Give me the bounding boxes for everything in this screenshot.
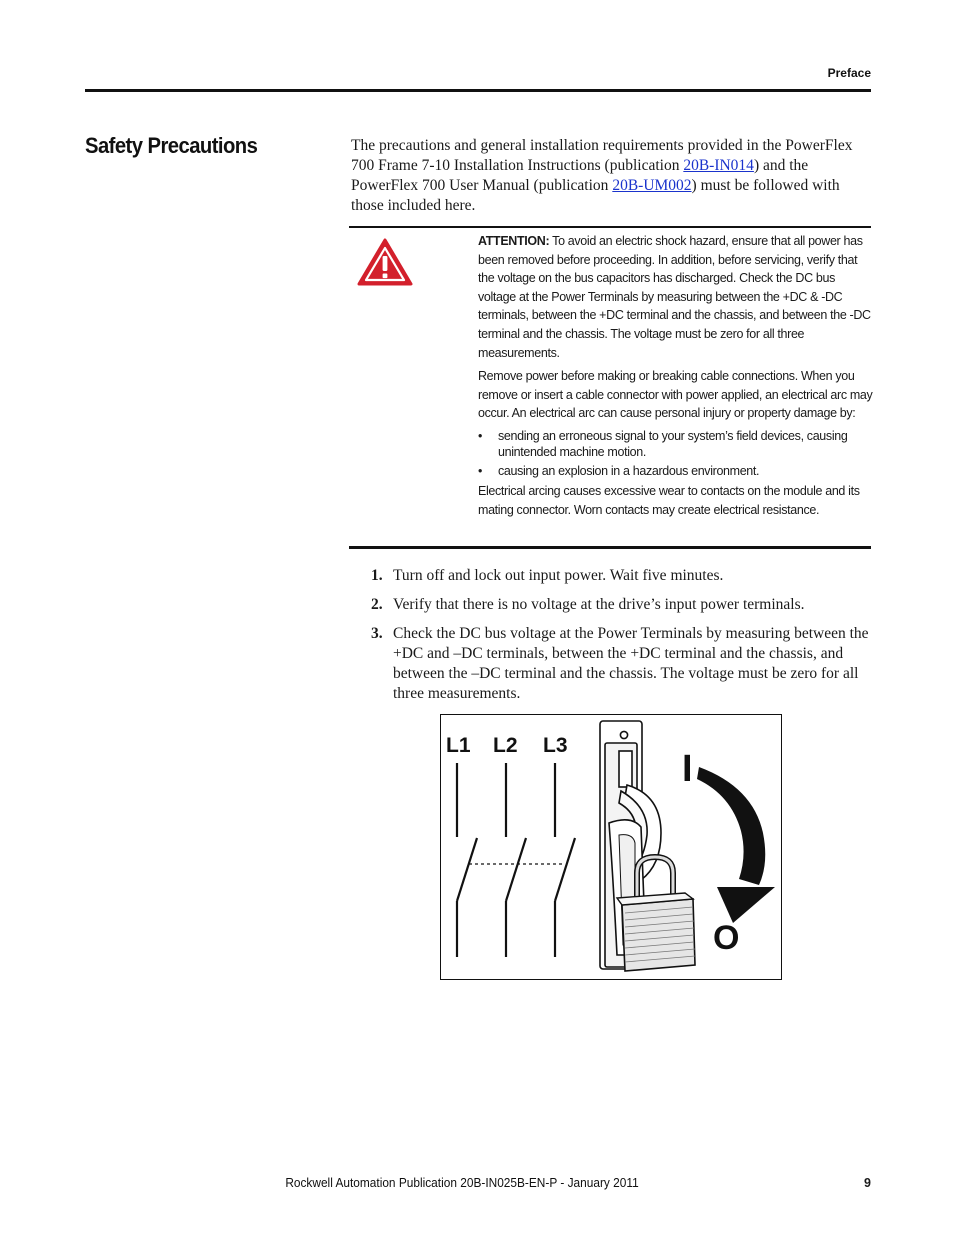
bullet-glyph: •	[478, 463, 483, 478]
intro-text-3: ) must be followed with those included here.	[351, 177, 840, 214]
step-number: 1.	[371, 567, 383, 584]
attention-label: ATTENTION:	[478, 234, 550, 248]
step-number: 3.	[371, 625, 383, 642]
list-item	[351, 624, 873, 704]
attention-para-2: Remove power before making or breaking cable connections. When you remove or insert a cable connector with power applied, an electrical arc may occur. An electrical arc can cause personal injury or property damage by:	[478, 369, 873, 421]
bullet-glyph: •	[478, 428, 483, 443]
attention-para-1: ATTENTION: To avoid an electric shock hazard, ensure that all power has been removed before proceeding. In addition, before servicing, verify that the voltage on the bus capacitors has discharged. Check the DC bus voltage at the Power Terminals by measuring between the +DC & -DC terminals, between the +DC terminal and the chassis, and between the -DC terminal and the chassis. The voltage must be zero for all three measurements.	[478, 234, 871, 360]
attention-text	[478, 232, 873, 524]
intro-text-1: The precautions and general installation requirements provided in the PowerFlex 700 Frame 7-10 Installation Instructions (publication	[351, 137, 853, 174]
attention-para-3: Electrical arcing causes excessive wear to contacts on the module and its mating connector. Worn contacts may create electrical resistance.	[478, 483, 860, 517]
disconnect-switch-icon	[441, 715, 783, 981]
intro-text-2: ) and the PowerFlex 700 User Manual (publication	[351, 157, 809, 194]
list-item: • sending an erroneous signal to your system’s field devices, causing unintended machine motion.	[478, 428, 848, 459]
label-l1: L1	[446, 734, 471, 757]
attention-box	[349, 226, 871, 549]
step-text: Turn off and lock out input power. Wait five minutes.	[393, 567, 724, 584]
rotate-arrow-icon	[697, 767, 775, 923]
procedure-steps	[351, 566, 873, 713]
warning-triangle-icon	[357, 237, 413, 287]
header-rule	[85, 89, 871, 92]
section-title: Safety Precautions	[85, 133, 258, 158]
attention-bullet-list	[478, 428, 873, 479]
step-text: Check the DC bus voltage at the Power Terminals by measuring between the +DC and –DC terminals, between the +DC terminal and the chassis, and between the –DC terminal and the chassis. The voltage must be zero for all three measurements.	[393, 625, 869, 702]
list-item: • causing an explosion in a hazardous environment.	[478, 463, 760, 478]
link-20b-in014[interactable]: 20B-IN014	[683, 157, 754, 174]
label-l3: L3	[543, 734, 568, 757]
running-header: Preface	[827, 66, 871, 80]
label-off: O	[713, 919, 740, 957]
list-item	[351, 595, 873, 615]
step-text: Verify that there is no voltage at the drive’s input power terminals.	[393, 596, 805, 613]
footer-publication: Rockwell Automation Publication 20B-IN025B-EN-P - January 2011	[285, 1176, 639, 1190]
step-number: 2.	[371, 596, 383, 613]
link-20b-um002[interactable]: 20B-UM002	[612, 177, 692, 194]
label-on: I	[682, 748, 693, 790]
list-item	[351, 566, 873, 586]
label-l2: L2	[493, 734, 518, 757]
lockout-figure	[440, 714, 782, 980]
page-number: 9	[864, 1176, 871, 1190]
intro-paragraph	[351, 136, 873, 216]
